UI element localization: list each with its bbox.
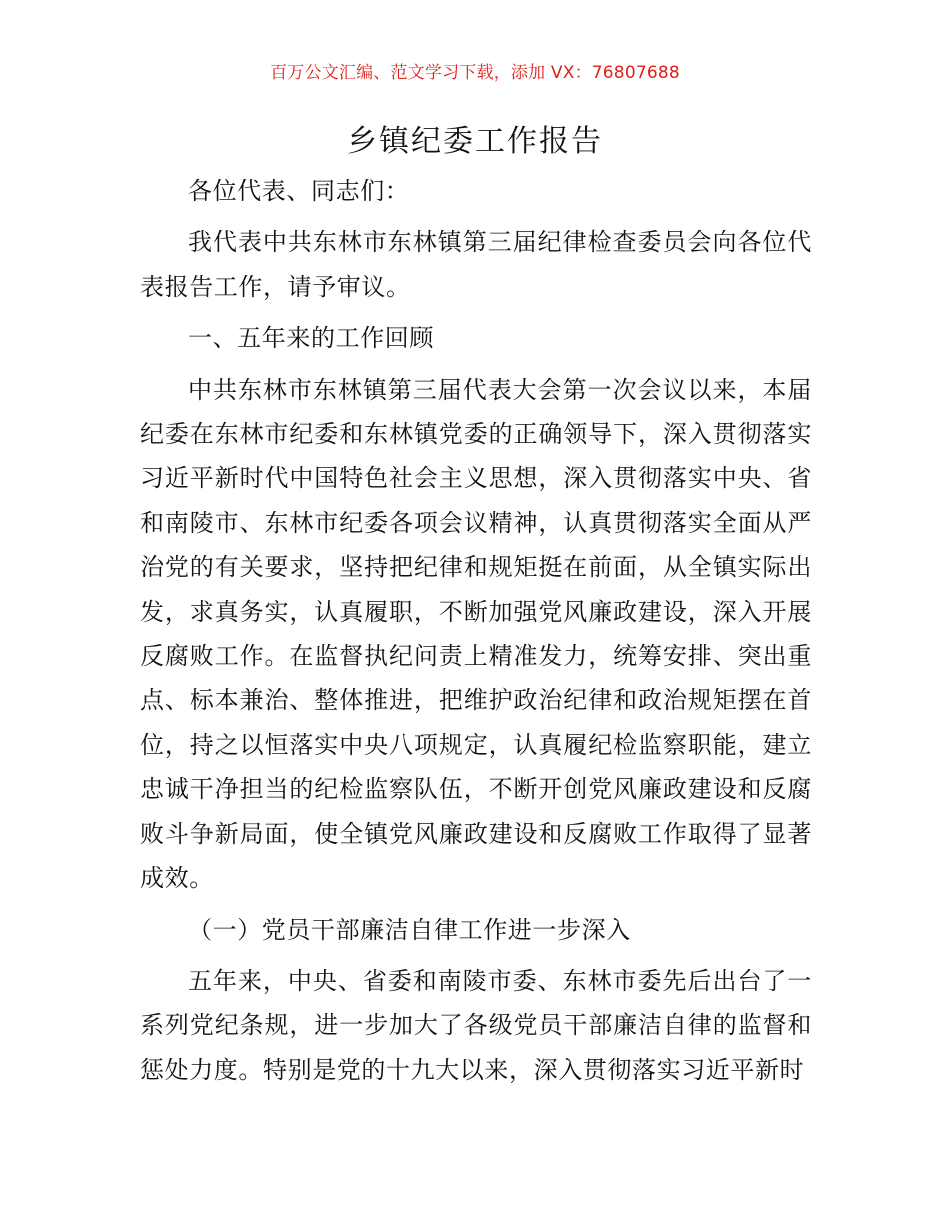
paragraph-discipline: 五年来，中央、省委和南陵市委、东林市委先后出台了一系列党纪条规，进一步加大了各级党员干部廉洁自律的监督和惩处力度。特别是党的十九大以来，深入贯彻落实习近平新时: [140, 966, 812, 1084]
subsection-heading: （一）党员干部廉洁自律工作进一步深入: [188, 915, 631, 944]
paragraph-review: 中共东林市东林镇第三届代表大会第一次会议以来，本届纪委在东林市纪委和东林镇党委的正确领导下，深入贯彻落实习近平新时代中国特色社会主义思想，深入贯彻落实中央、省和南陵市、东林市纪委各项会议精神，认真贯彻落实全面从严治党的有关要求，坚持把纪律和规矩挺在前面，从全镇实际出发，求真务实，认真履职，不断加强党风廉政建设，深入开展反腐败工作。在监督执纪问责上精准发力，统筹安排、突出重点、标本兼治、整体推进，把维护政治纪律和政治规矩摆在首位，持之以恒落实中央八项规定，认真履纪检监察职能，建立忠诚干净担当的纪检监察队伍，不断开创党风廉政建设和反腐败斗争新局面，使全镇党风廉政建设和反腐败工作取得了显著成效。: [140, 375, 812, 893]
salutation: 各位代表、同志们：: [188, 177, 410, 205]
document-body: [140, 169, 812, 1092]
watermark-header: 百万公文汇编、范文学习下载，添加 VX：76807688: [270, 63, 680, 83]
document-title: 乡镇纪委工作报告: [347, 124, 603, 159]
paragraph-intro: 我代表中共东林市东林镇第三届纪律检查委员会向各位代表报告工作，请予审议。: [140, 228, 812, 301]
section-heading: 一、五年来的工作回顾: [188, 324, 434, 353]
